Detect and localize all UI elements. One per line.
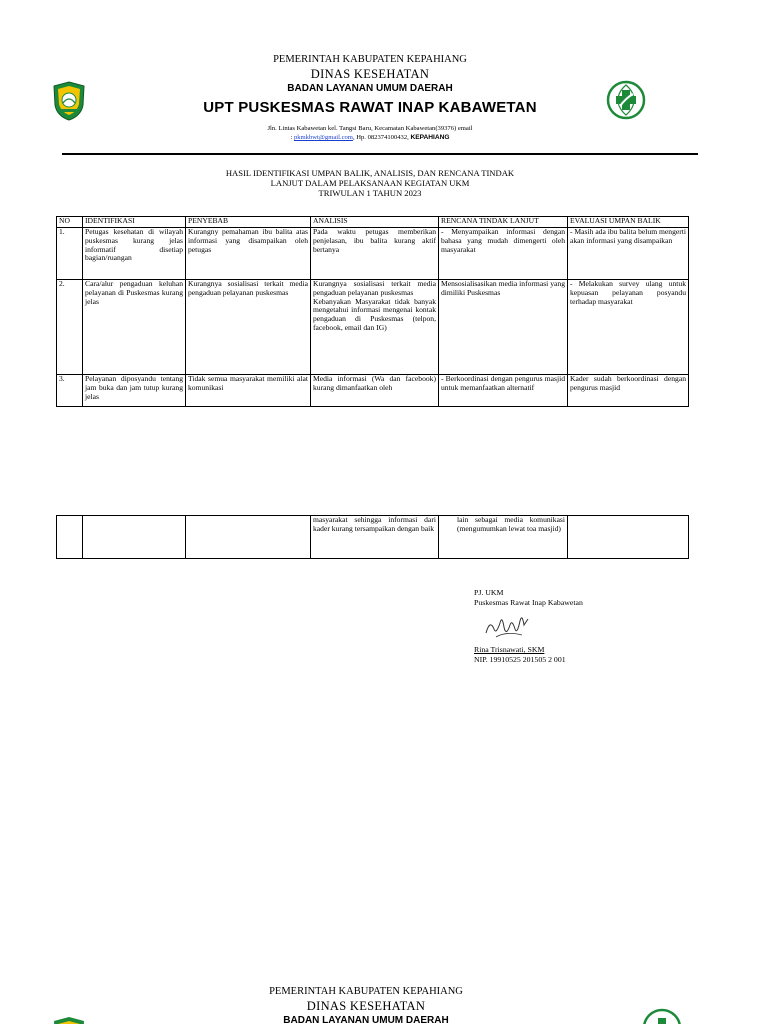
letterhead-blud-page-2: BADAN LAYANAN UMUM DAERAH [283, 1015, 449, 1026]
letterhead-address [170, 124, 570, 142]
row-1-evaluasi: - Masih ada ibu balita belum mengerti akan informasi yang disampaikan [568, 228, 689, 280]
signature-role: PJ. UKM [474, 588, 504, 597]
letterhead-puskesmas: UPT PUSKESMAS RAWAT INAP KABAWETAN [203, 99, 537, 116]
cont-penyebab [186, 516, 311, 559]
puskesmas-logo-page-2 [642, 1008, 682, 1024]
address-text: Jln. Lintas Kabawetan kel. Tangsi Baru, Kecamatan Kabawetan(39376) email [267, 125, 473, 132]
letterhead-government-page-2: PEMERINTAH KABUPATEN KEPAHIANG [269, 986, 463, 997]
header-penyebab: PENYEBAB [186, 217, 311, 228]
letterhead-office-page-2: DINAS KESEHATAN [306, 999, 426, 1013]
table-row [57, 375, 689, 407]
cont-evaluasi [568, 516, 689, 559]
header-no: NO [57, 217, 83, 228]
signature-nip: NIP. 19910525 201505 2 001 [474, 654, 566, 664]
row-3-evaluasi: Kader sudah berkoordinasi dengan pengurus masjid [568, 375, 689, 407]
signature-block [474, 588, 674, 664]
row-1-rencana: - Menyampaikan informasi dengan bahasa yang mudah dimengerti oleh masyarakat [439, 228, 568, 280]
row-1-no: 1. [57, 228, 83, 280]
document-title [170, 168, 570, 198]
row-3-rencana: - Berkoordinasi dengan pengurus masjid untuk memanfaatkan alternatif [439, 375, 568, 407]
phone-text: , Hp. 082374100432, [352, 134, 411, 141]
row-2-analisis-part-1: Kurangnya sosialisasi terkait media pengaduan pelayanan puskesmas [313, 279, 436, 297]
table-row [57, 280, 689, 375]
puskesmas-logo [606, 80, 646, 120]
signature-name: Rina Trisnawati, SKM [474, 645, 545, 654]
row-2-no: 2. [57, 280, 83, 375]
letterhead-office: DINAS KESEHATAN [310, 67, 430, 81]
row-3-no: 3. [57, 375, 83, 407]
header-rencana: RENCANA TINDAK LANJUT [439, 217, 568, 228]
cont-analisis: masyarakat sehingga informasi dari kader kurang tersampaikan dengan baik [311, 516, 439, 559]
signature-org: Puskesmas Rawat Inap Kabawetan [474, 597, 583, 607]
header-identifikasi: IDENTIFIKASI [83, 217, 186, 228]
row-3-analisis: Media informasi (Wa dan facebook) kurang dimanfaatkan oleh [311, 375, 439, 407]
row-1-identifikasi: Petugas kesehatan di wilayah puskesmas kurang jelas informatif disetiap bagian/ruangan [83, 228, 186, 280]
table-header-row [57, 217, 689, 228]
city-text: KEPAHIANG [410, 134, 450, 141]
regency-logo-page-2 [52, 1016, 86, 1024]
header-evaluasi: EVALUASI UMPAN BALIK [568, 217, 689, 228]
feedback-table-continued [56, 515, 689, 559]
row-1-analisis: Pada waktu petugas memberikan penjelasan, ibu balita kurang aktif bertanya [311, 228, 439, 280]
table-row [57, 516, 689, 559]
email-link[interactable]: pkmkbwt@gmail.com [293, 134, 353, 141]
letterhead-divider [62, 153, 698, 155]
letterhead-blud: BADAN LAYANAN UMUM DAERAH [287, 83, 453, 94]
title-line-2: LANJUT DALAM PELAKSANAAN KEGIATAN UKM [270, 178, 470, 188]
cont-no [57, 516, 83, 559]
cont-identifikasi [83, 516, 186, 559]
row-2-rencana: Mensosialisasikan media informasi yang dimiliki Puskesmas [439, 280, 568, 375]
row-3-identifikasi: Pelayanan diposyandu tentang jam buka dan jam tutup kurang jelas [83, 375, 186, 407]
feedback-table [56, 216, 689, 407]
row-2-evaluasi: - Melakukan survey ulang untuk kepuasan pelayanan posyandu terhadap masyarakat [568, 280, 689, 375]
row-2-analisis [311, 280, 439, 375]
row-2-analisis-part-2: Kebanyakan Masyarakat tidak banyak mengetahui informasi mengenai kontak pengaduan di Puskesmas (telpon, facebook, email dan IG) [313, 296, 436, 332]
row-3-penyebab: Tidak semua masyarakat memiliki alat komunikasi [186, 375, 311, 407]
row-2-identifikasi: Cara/alur pengaduan keluhan pelayanan di Puskesmas kurang jelas [83, 280, 186, 375]
table-row [57, 228, 689, 280]
header-analisis: ANALISIS [311, 217, 439, 228]
row-1-penyebab: Kurangny pemahaman ibu balita atas informasi yang disampaikan oleh petugas [186, 228, 311, 280]
regency-logo [52, 81, 86, 121]
letterhead-government: PEMERINTAH KABUPATEN KEPAHIANG [273, 54, 467, 65]
email-prefix: : [290, 134, 294, 141]
cont-rencana: lain sebagai media komunikasi (mengumumkan lewat toa masjid) [439, 516, 568, 559]
title-line-1: HASIL IDENTIFIKASI UMPAN BALIK, ANALISIS, DAN RENCANA TINDAK [225, 168, 515, 178]
contact-line [170, 133, 570, 142]
title-line-3: TRIWULAN 1 TAHUN 2023 [318, 188, 422, 198]
handwritten-signature [482, 609, 674, 645]
row-2-penyebab: Kurangnya sosialisasi terkait media pengaduan pelayanan puskesmas [186, 280, 311, 375]
